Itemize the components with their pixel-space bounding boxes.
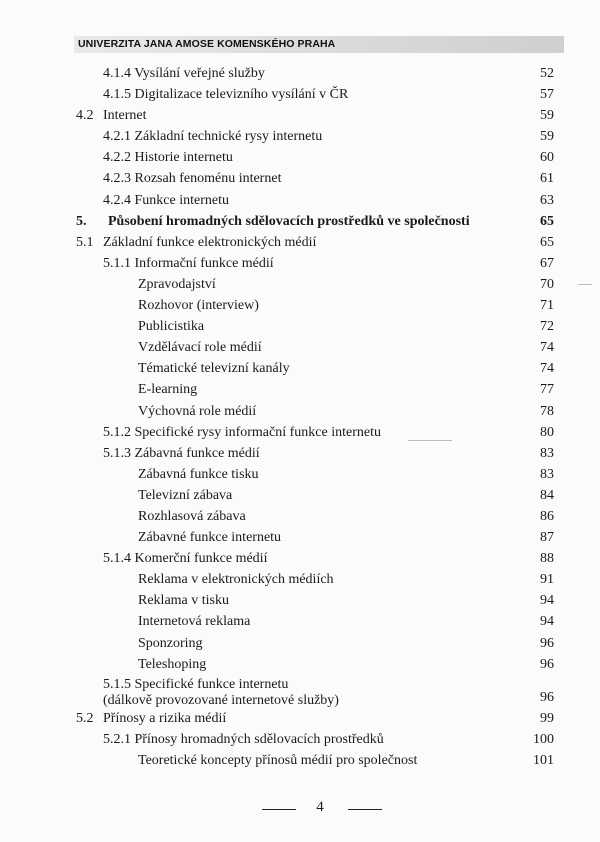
toc-entry: [0, 590, 600, 611]
toc-entry: [0, 105, 600, 126]
toc-entry-page: 96: [540, 656, 554, 672]
toc-entry-page: 72: [540, 319, 554, 335]
toc-entry-page: 67: [540, 255, 554, 271]
toc-entry-title: Zpravodajství: [138, 276, 216, 292]
toc-entry-number: 4.2: [76, 108, 94, 124]
table-of-contents: [0, 63, 600, 771]
toc-entry: [0, 750, 600, 771]
toc-entry-page: 99: [540, 710, 554, 726]
toc-entry-title-line: (dálkově provozované internetové služby): [103, 692, 339, 708]
toc-entry-title: Reklama v tisku: [138, 593, 229, 609]
toc-entry: [0, 295, 600, 316]
toc-entry-page: 74: [540, 340, 554, 356]
toc-entry-page: 63: [540, 192, 554, 208]
toc-entry-title: 4.1.4 Vysílání veřejné služby: [103, 66, 265, 81]
toc-entry-title: Zábavné funkce internetu: [138, 530, 282, 546]
toc-entry-page: 101: [533, 752, 554, 768]
toc-entry-page: 52: [540, 66, 554, 81]
toc-entry: [0, 190, 600, 211]
toc-entry: [0, 211, 600, 232]
toc-entry-page: 84: [540, 487, 554, 503]
toc-entry-page: 91: [540, 572, 554, 588]
toc-entry-title: Publicistika: [138, 319, 205, 335]
footer-rule-right: [348, 809, 382, 810]
toc-entry-page: 94: [540, 593, 554, 609]
toc-entry-title: 4.2.1 Základní technické rysy internetu: [103, 129, 323, 145]
toc-entry-title: Zábavná funkce tisku: [138, 466, 259, 482]
toc-entry: [0, 654, 600, 675]
toc-entry: [0, 729, 600, 750]
toc-entry-page: 65: [540, 213, 554, 229]
toc-entry-title: Přínosy a rizika médií: [103, 710, 227, 726]
toc-entry-title: E-learning: [138, 382, 198, 398]
toc-entry-page: 60: [540, 150, 554, 166]
toc-entry: [0, 379, 600, 400]
toc-entry-page: 65: [540, 234, 554, 250]
toc-entry: [0, 401, 600, 422]
page-number: 4: [316, 799, 324, 815]
toc-entry-title: Vzdělávací role médií: [138, 340, 262, 356]
toc-entry-title: 4.2.4 Funkce internetu: [103, 192, 229, 208]
toc-entry: [0, 527, 600, 548]
toc-entry-page: 59: [540, 108, 554, 124]
toc-entry: [0, 126, 600, 147]
toc-entry-page: 71: [540, 298, 554, 314]
toc-entry-page: 86: [540, 508, 554, 524]
toc-entry: [0, 316, 600, 337]
toc-entry-title: Rozhovor (interview): [138, 298, 259, 314]
toc-entry-number: 5.2: [76, 710, 94, 726]
toc-entry-page: 74: [540, 361, 554, 377]
toc-entry-page: 77: [540, 382, 554, 398]
toc-entry-title: Internet: [103, 108, 147, 124]
toc-entry: [0, 422, 600, 443]
toc-entry: [0, 274, 600, 295]
toc-entry-page: 88: [540, 551, 554, 567]
toc-entry: [0, 485, 600, 506]
toc-entry-page: 57: [540, 87, 554, 103]
toc-entry: [0, 464, 600, 485]
toc-entry-title: 5.1.2 Specifické rysy informační funkce internetu: [103, 424, 381, 440]
toc-entry-page: 94: [540, 614, 554, 630]
scan-mark: [578, 284, 592, 285]
toc-entry: [0, 675, 600, 708]
toc-entry-title: Výchovná role médií: [138, 403, 257, 419]
toc-entry: [0, 443, 600, 464]
footer-rule-left: [262, 809, 296, 810]
toc-entry-title: Tématické televizní kanály: [138, 361, 290, 377]
toc-entry-title: Působení hromadných sdělovacích prostředků ve společnosti: [108, 213, 470, 229]
toc-entry: [0, 633, 600, 654]
toc-entry-page: 100: [533, 731, 554, 747]
toc-entry-title: 5.1.3 Zábavná funkce médií: [103, 445, 260, 461]
toc-entry: [0, 63, 600, 84]
toc-entry-page: 83: [540, 466, 554, 482]
toc-entry-page: 96: [540, 635, 554, 651]
toc-entry-number: 5.: [76, 213, 87, 229]
toc-entry-page: 87: [540, 530, 554, 546]
toc-entry-number: 5.1: [76, 234, 94, 250]
toc-entry: [0, 232, 600, 253]
toc-entry: [0, 506, 600, 527]
toc-entry-page: 78: [540, 403, 554, 419]
toc-entry-title: 5.1.4 Komerční funkce médií: [103, 551, 268, 567]
toc-entry-page: 70: [540, 276, 554, 292]
toc-entry: [0, 147, 600, 168]
toc-entry: [0, 358, 600, 379]
toc-entry-page: 59: [540, 129, 554, 145]
toc-entry: [0, 611, 600, 632]
toc-entry-title-line: 5.1.5 Specifické funkce internetu: [103, 676, 289, 692]
toc-entry-title: Základní funkce elektronických médií: [103, 234, 317, 250]
toc-entry-title: Televizní zábava: [138, 487, 233, 503]
toc-entry: [0, 84, 600, 105]
toc-entry-page: 61: [540, 171, 554, 187]
toc-entry: [0, 337, 600, 358]
toc-entry-title: 4.2.3 Rozsah fenoménu internet: [103, 171, 282, 187]
toc-entry-title: 5.2.1 Přínosy hromadných sdělovacích prostředků: [103, 731, 384, 747]
toc-entry-page: 83: [540, 445, 554, 461]
toc-entry-title: 4.1.5 Digitalizace televizního vysílání v ČR: [103, 87, 349, 103]
toc-entry: [0, 708, 600, 729]
toc-entry-title: Rozhlasová zábava: [138, 508, 246, 524]
toc-entry-title: 4.2.2 Historie internetu: [103, 150, 233, 166]
toc-entry-title: [103, 677, 339, 709]
toc-entry-title: Teoretické koncepty přínosů médií pro společnost: [138, 752, 418, 768]
scan-mark: [408, 440, 452, 441]
toc-entry-title: Teleshoping: [138, 656, 207, 672]
toc-entry-page: 96: [540, 689, 554, 705]
toc-entry: [0, 569, 600, 590]
toc-entry-page: 80: [540, 424, 554, 440]
toc-entry-title: 5.1.1 Informační funkce médií: [103, 255, 274, 271]
toc-entry-title: Sponzoring: [138, 635, 203, 651]
page-footer: [0, 797, 600, 821]
header-title: UNIVERZITA JANA AMOSE KOMENSKÉHO PRAHA: [78, 38, 336, 50]
toc-entry-title: Reklama v elektronických médiích: [138, 572, 334, 588]
toc-entry-title: Internetová reklama: [138, 614, 251, 630]
toc-entry: [0, 548, 600, 569]
toc-entry: [0, 168, 600, 189]
toc-entry: [0, 253, 600, 274]
